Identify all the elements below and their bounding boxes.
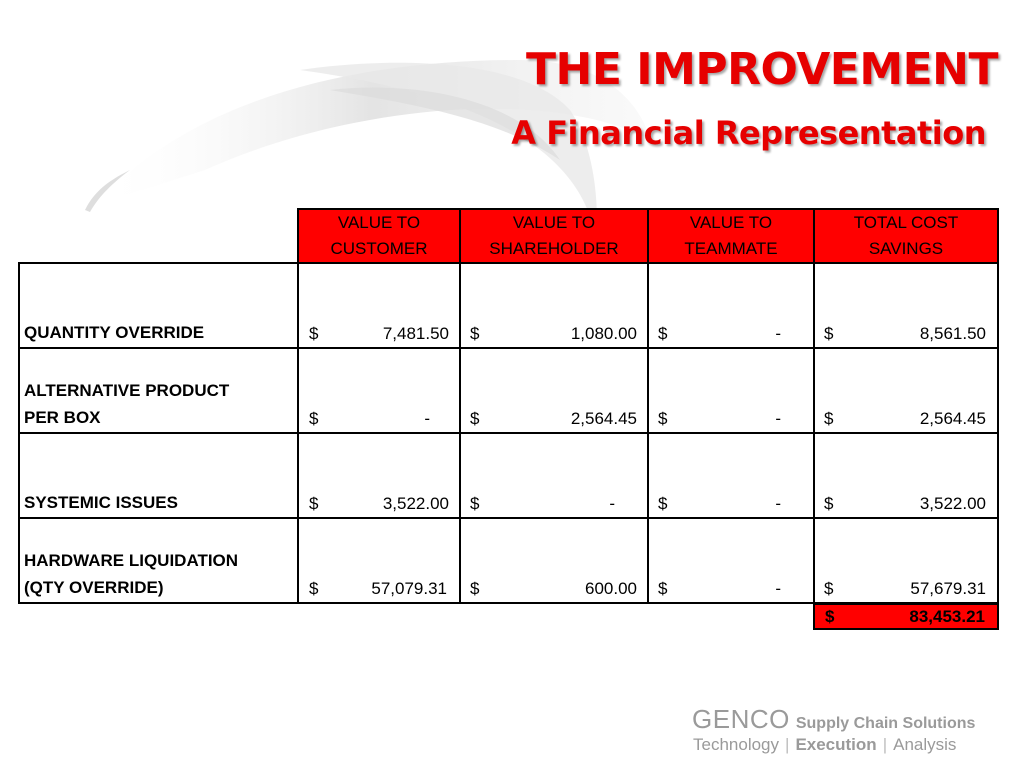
pillar-technology: Technology [693, 735, 780, 754]
cell-value: - [775, 494, 781, 513]
row-label-systemic-issues: SYSTEMIC ISSUES [24, 493, 178, 512]
cell-value: - [424, 409, 430, 428]
cell-value: 600.00 [585, 579, 637, 598]
pillar-separator: | [882, 735, 888, 754]
cell-value: 3,522.00 [919, 494, 986, 513]
header-value-to-customer: VALUE TO CUSTOMER [297, 208, 461, 264]
currency-symbol: $ [470, 494, 480, 513]
grid-line [813, 208, 815, 604]
currency-symbol: $ [658, 579, 668, 598]
grid-line [18, 432, 999, 434]
currency-symbol: $ [658, 409, 668, 428]
currency-symbol: $ [824, 494, 834, 513]
cell-value: 3,522.00 [382, 494, 449, 513]
cell-value: 1,080.00 [570, 324, 637, 343]
page-subtitle: A Financial Representation [511, 114, 986, 152]
grid-line [18, 262, 999, 264]
cell-value: 7,481.50 [382, 324, 449, 343]
cell-value: - [609, 494, 615, 513]
cell-value: - [775, 324, 781, 343]
currency-symbol: $ [470, 324, 480, 343]
grid-line [18, 602, 298, 604]
header-total-cost-savings: TOTAL COST SAVINGS [813, 208, 999, 264]
cell-value: 57,079.31 [371, 579, 447, 598]
grid-line [18, 262, 20, 604]
logo-pillars [693, 735, 956, 755]
page-title: THE IMPROVEMENT [525, 44, 998, 95]
pillar-analysis: Analysis [893, 735, 957, 754]
cell-value: 2,564.45 [919, 409, 986, 428]
row-label-quantity-override: QUANTITY OVERRIDE [24, 323, 205, 342]
logo-brand-name: GENCO [692, 704, 790, 734]
cell-value: - [775, 579, 781, 598]
currency-symbol: $ [309, 494, 319, 513]
cell-value: 8,561.50 [919, 324, 986, 343]
currency-symbol: $ [824, 579, 834, 598]
cell-value: - [775, 409, 781, 428]
currency-symbol: $ [824, 324, 834, 343]
pillar-execution: Execution [795, 735, 877, 754]
header-value-to-teammate: VALUE TO TEAMMATE [647, 208, 815, 264]
currency-symbol: $ [309, 579, 319, 598]
currency-symbol: $ [309, 409, 319, 428]
pillar-separator: | [785, 735, 790, 754]
grand-total-value: 83,453.21 [909, 607, 985, 626]
currency-symbol: $ [470, 409, 480, 428]
grid-line [18, 517, 999, 519]
grid-line [647, 208, 649, 604]
currency-symbol: $ [824, 409, 834, 428]
currency-symbol: $ [470, 579, 480, 598]
currency-symbol: $ [658, 494, 668, 513]
grid-line [18, 347, 999, 349]
company-logo [692, 704, 975, 735]
currency-symbol: $ [825, 607, 835, 626]
row-label-alternative-product: ALTERNATIVE PRODUCT PER BOX [24, 381, 230, 427]
header-value-to-shareholder: VALUE TO SHAREHOLDER [459, 208, 649, 264]
row-label-hardware-liquidation: HARDWARE LIQUIDATION (QTY OVERRIDE) [24, 551, 239, 597]
logo-tagline: Supply Chain Solutions [795, 715, 976, 732]
grid-line [459, 208, 461, 604]
currency-symbol: $ [309, 324, 319, 343]
cell-value: 2,564.45 [570, 409, 637, 428]
grand-total-cell [813, 603, 999, 630]
grid-line [297, 208, 299, 604]
grid-line [997, 208, 999, 604]
currency-symbol: $ [658, 324, 668, 343]
cell-value: 57,679.31 [910, 579, 986, 598]
